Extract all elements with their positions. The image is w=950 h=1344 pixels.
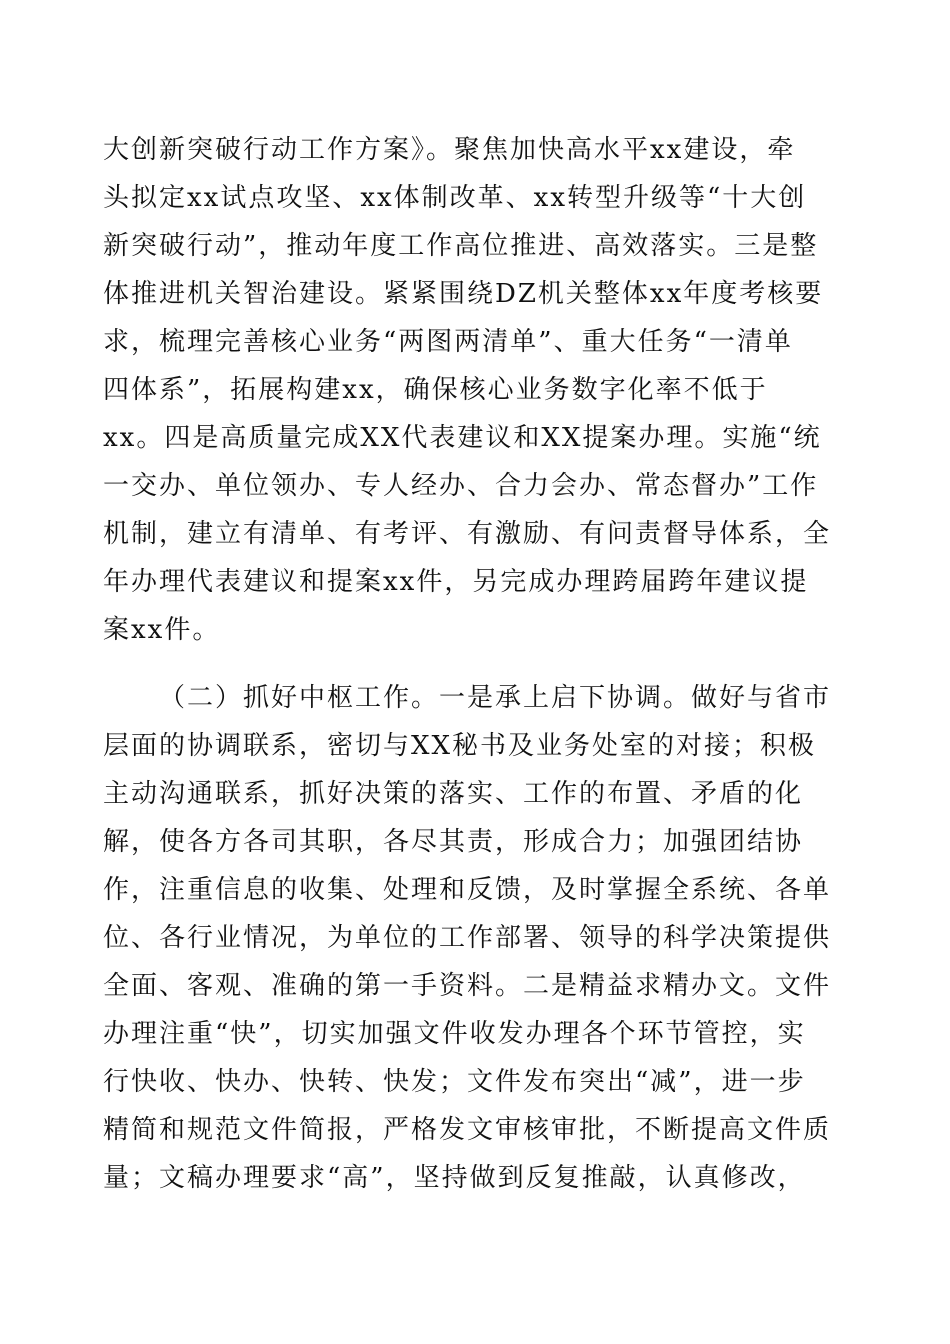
text-line: 解，使各方各司其职，各尽其责，形成合力；加强团结协 [103, 827, 804, 857]
text-line: 行快收、快办、快转、快发；文件发布突出“减”，进一步 [103, 1067, 806, 1097]
text-line: 位、各行业情况，为单位的工作部署、领导的科学决策提供 [103, 923, 832, 953]
text-line: 办理注重“快”，切实加强文件收发办理各个环节管控，实 [103, 1019, 806, 1049]
text-line: 求，梳理完善核心业务“两图两清单”、重大任务“一清单 [103, 327, 793, 357]
paragraph-section-two [103, 678, 863, 1218]
text-line: 一交办、单位领办、专人经办、合力会办、常态督办”工作 [103, 471, 819, 501]
paragraph-continuation [103, 130, 863, 670]
text-line: 四体系”，拓展构建xx，确保核心业务数字化率不低于 [103, 375, 768, 405]
text-line: 精简和规范文件简报，严格发文审核审批，不断提高文件质 [103, 1115, 832, 1145]
text-line: 体推进机关智治建设。紧紧围绕DZ机关整体xx年度考核要 [103, 279, 824, 309]
text-line: （二）抓好中枢工作。一是承上启下协调。做好与省市 [159, 683, 832, 713]
text-line: 头拟定xx试点攻坚、xx体制改革、xx转型升级等“十大创 [103, 183, 807, 213]
text-line: xx。四是高质量完成XX代表建议和XX提案办理。实施“统 [103, 423, 822, 453]
text-line: 量；文稿办理要求“高”，坚持做到反复推敲，认真修改， [103, 1163, 806, 1193]
text-line: 案xx件。 [103, 615, 221, 645]
text-line: 大创新突破行动工作方案》。聚焦加快高水平xx建设，牵 [103, 135, 796, 165]
text-line: 主动沟通联系，抓好决策的落实、工作的布置、矛盾的化 [103, 779, 804, 809]
text-line: 新突破行动”，推动年度工作高位推进、高效落实。三是整 [103, 231, 819, 261]
text-line: 机制，建立有清单、有考评、有激励、有问责督导体系，全 [103, 519, 832, 549]
text-line: 年办理代表建议和提案xx件，另完成办理跨届跨年建议提 [103, 567, 809, 597]
text-line: 全面、客观、准确的第一手资料。二是精益求精办文。文件 [103, 971, 832, 1001]
text-line: 作，注重信息的收集、处理和反馈，及时掌握全系统、各单 [103, 875, 832, 905]
text-line: 层面的协调联系，密切与XX秘书及业务处室的对接；积极 [103, 731, 817, 761]
